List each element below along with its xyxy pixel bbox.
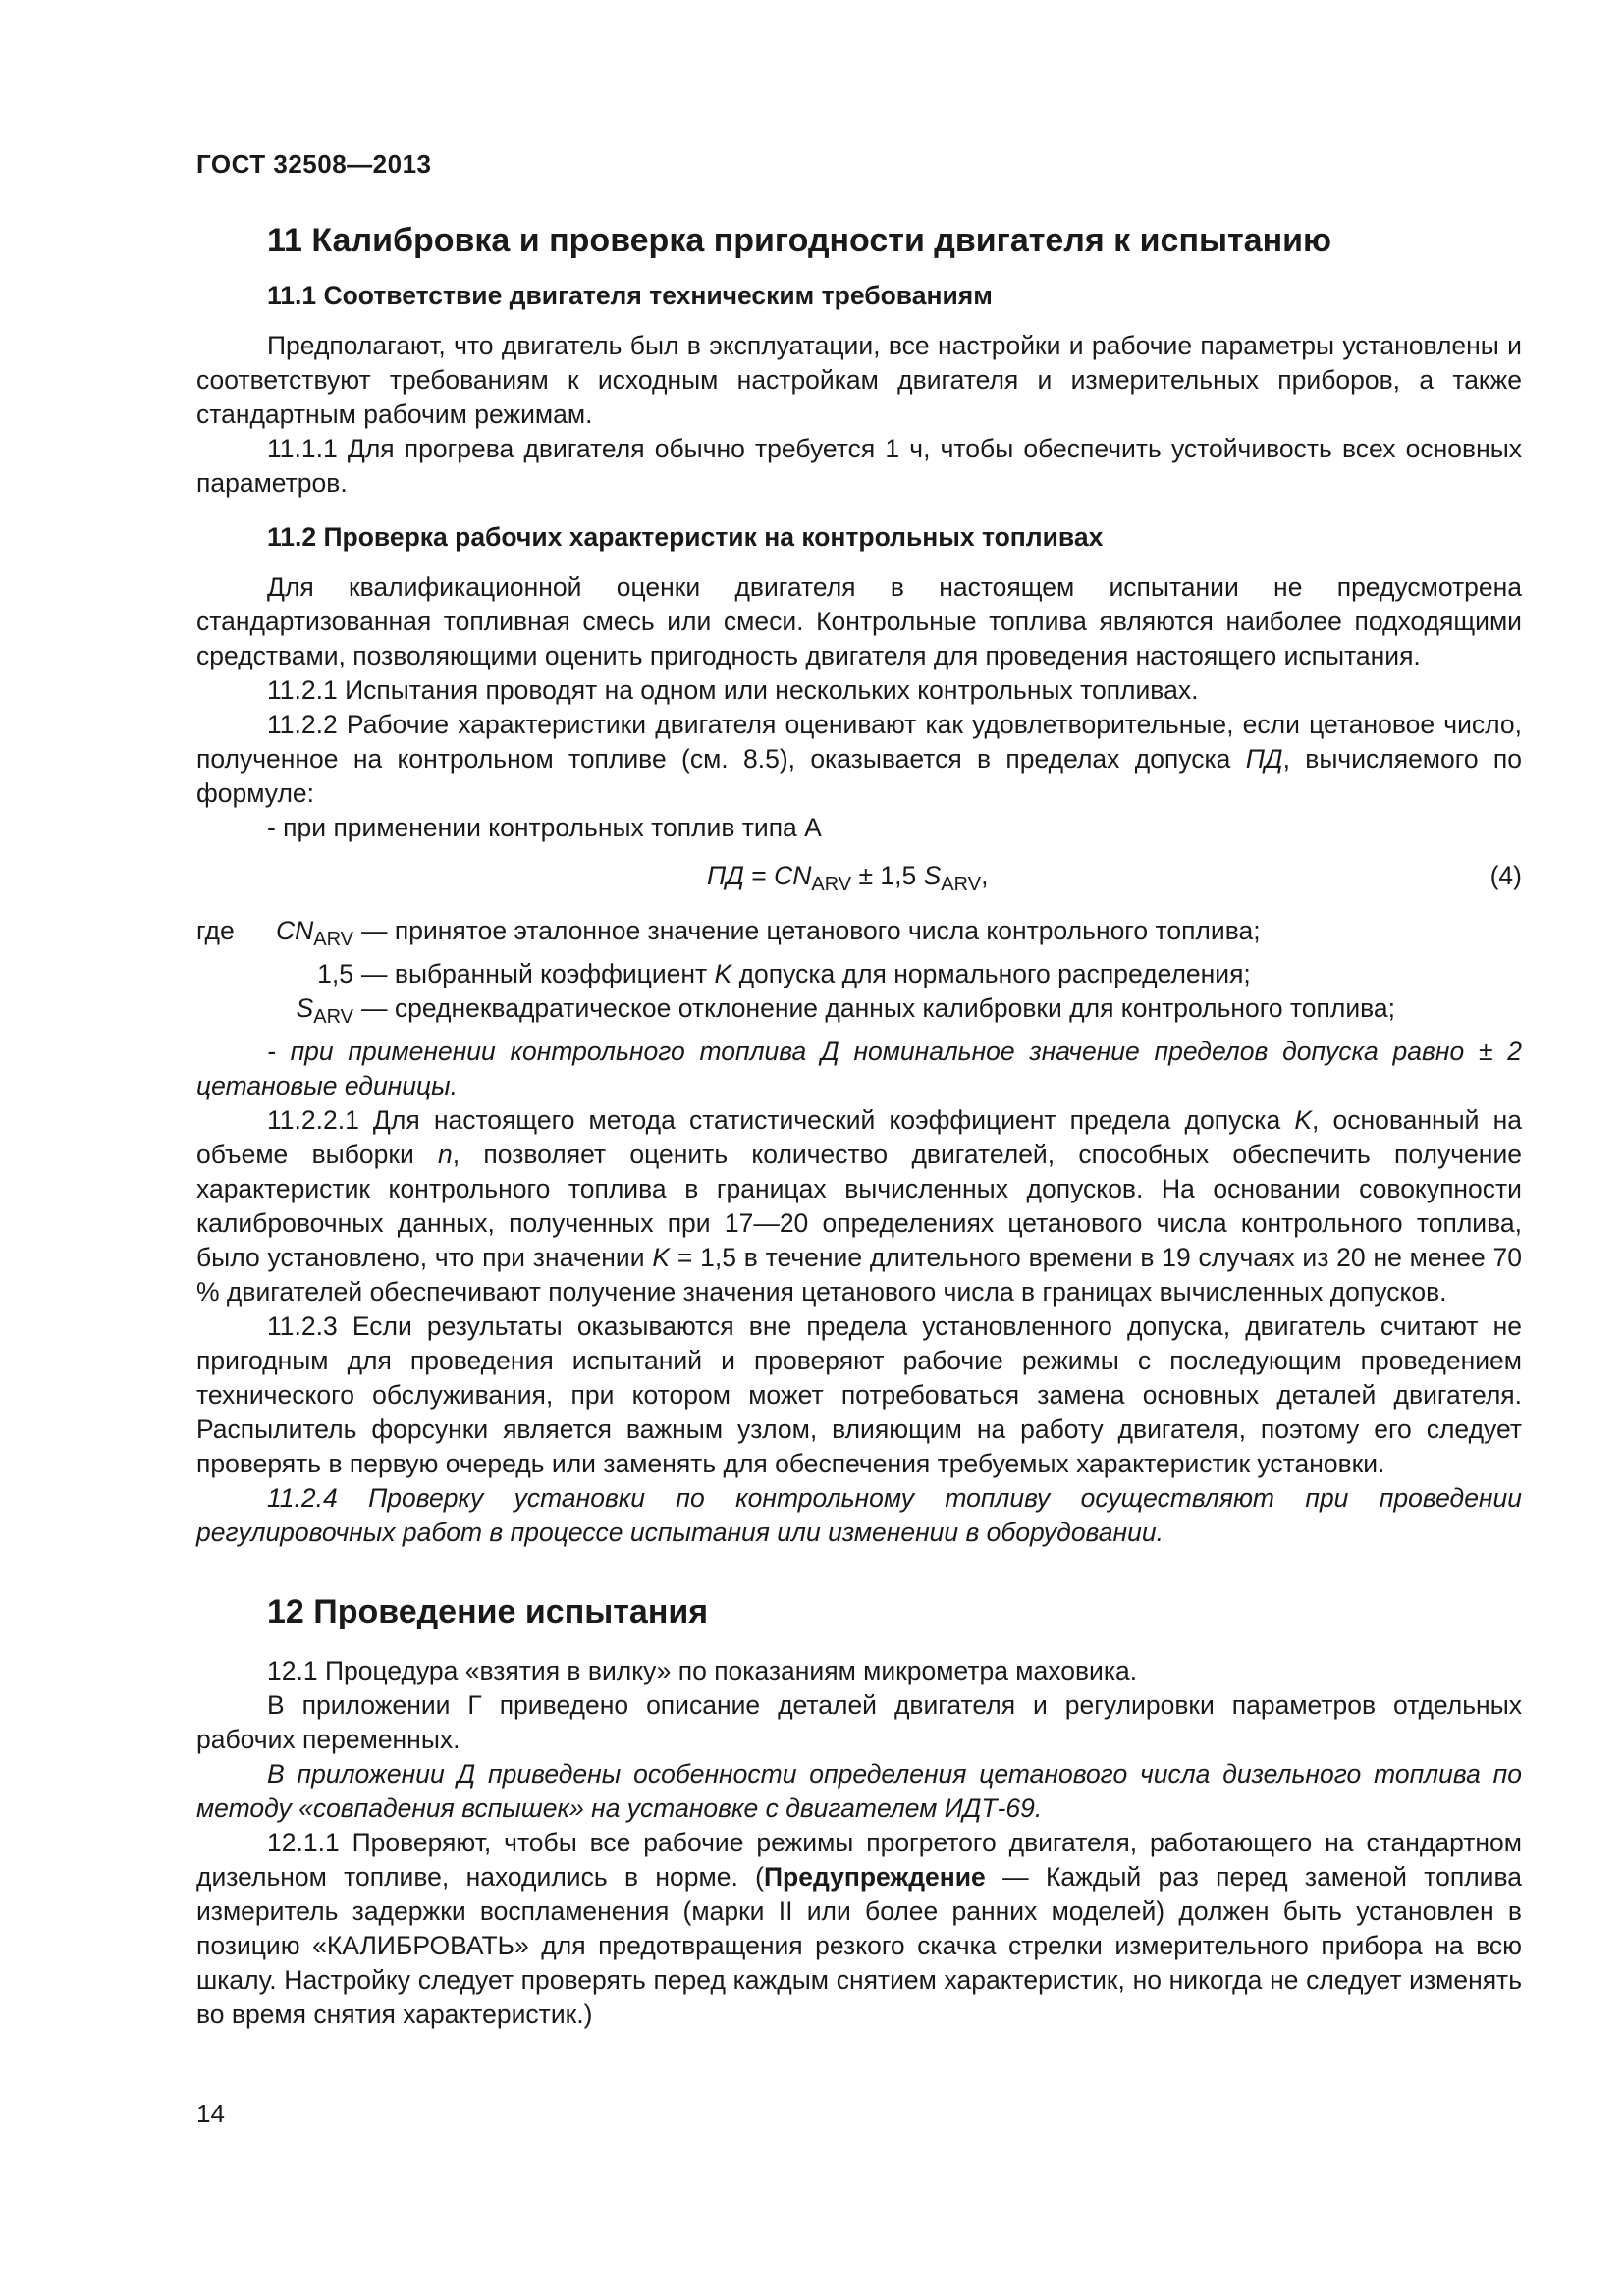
- document-code: ГОСТ 32508—2013: [196, 149, 432, 179]
- section-11-title: 11 Калибровка и проверка пригодности двигателя к испытанию: [267, 222, 1332, 259]
- paragraph-11-2-2: 11.2.2 Рабочие характеристики двигателя оценивают как удовлетворительные, если цетановое число, полученное на контрольном топливе (см. 8.5), оказывается в пределах допуска ПД, вычисляемого по формуле:: [196, 710, 1522, 808]
- subsection-11-1-title: 11.1 Соответствие двигателя техническим требованиям: [267, 281, 993, 310]
- paragraph-11-2: Для квалификационной оценки двигателя в настоящем испытании не предусмотрена стандартизованная топливная смесь или смеси. Контрольные топлива являются наиболее подходящими средствами, позволяющими оценить пригодность двигателя для проведения настоящего испытания.: [196, 572, 1522, 670]
- where-label: где: [196, 916, 235, 945]
- paragraph-11-1-1: 11.1.1 Для прогрева двигателя обычно требуется 1 ч, чтобы обеспечить устойчивость всех основных параметров.: [196, 434, 1522, 498]
- warning-label: Предупреждение: [763, 1862, 986, 1892]
- definition-coefficient: 1,5 — выбранный коэффициент K допуска для нормального распределения;: [317, 959, 1251, 988]
- subsection-11-2-title: 11.2 Проверка рабочих характеристик на контрольных топливах: [267, 522, 1104, 552]
- paragraph-11-2-1: 11.2.1 Испытания проводят на одном или нескольких контрольных топливах.: [267, 675, 1199, 705]
- section-12-title: 12 Проведение испытания: [267, 1593, 709, 1630]
- definition-cn-arv: $CN_{ARV}$ — принятое эталонное значение цетанового числа контрольного топлива;: [275, 916, 1261, 950]
- page-number: 14: [196, 2099, 225, 2128]
- formula-definitions: [196, 914, 1522, 1035]
- paragraph-12-1-1: 12.1.1 Проверяют, чтобы все рабочие режимы прогретого двигателя, работающего на стандартном дизельном топливе, находились в норме. (Предупреждение — Каждый раз перед заменой топлива измеритель задержки воспламенения (марки II или более ранних моделей) должен быть установлен в позицию «КАЛИБРОВАТЬ» для предотвращения резкого скачка стрелки измерительного прибора на всю шкалу. Настройку следует проверять перед каждым снятием характеристик, но никогда не следует изменять во время снятия характеристик.): [196, 1828, 1522, 2029]
- formula-expression: ПД = $CN_{ARV} \pm 1,5$ $S_{ARV}$,: [707, 861, 989, 895]
- formula-number: (4): [1489, 861, 1522, 890]
- paragraph-11-2-2-1: 11.2.2.1 Для настоящего метода статистический коэффициент предела допуска K, основанный на объеме выборки n, позволяет оценить количество двигателей, способных обеспечить получение характеристик контрольного топлива в границах вычисленных допусков. На основании совокупности калибровочных данных, полученных при 17—20 определениях цетанового числа контрольного топлива, было установлено, что при значении K = 1,5 в течение длительного времени в 19 случаях из 20 не менее 70 % двигателей обеспечивают получение значения цетанового числа в границах вычисленных допусков.: [196, 1105, 1522, 1307]
- paragraph-fuel-type-a: - при применении контрольных топлив типа А: [267, 813, 822, 842]
- formula-4: [196, 851, 1522, 906]
- paragraph-fuel-d-tolerance: - при применении контрольного топлива Д номинальное значение пределов допуска равно ± 2 цетановые единицы.: [196, 1037, 1522, 1100]
- paragraph-11-1: Предполагают, что двигатель был в эксплуатации, все настройки и рабочие параметры установлены и соответствуют требованиям к исходным настройкам двигателя и измерительных приборов, а также стандартным рабочим режимам.: [196, 331, 1522, 429]
- page-content: [196, 218, 1522, 2032]
- paragraph-appendix-g: В приложении Г приведено описание деталей двигателя и регулировки параметров отдельных рабочих переменных.: [196, 1690, 1522, 1754]
- paragraph-12-1: 12.1 Процедура «взятия в вилку» по показаниям микрометра маховика.: [267, 1656, 1138, 1685]
- paragraph-11-2-3: 11.2.3 Если результаты оказываются вне предела установленного допуска, двигатель считают не пригодным для проведения испытаний и проверяют рабочие режимы с последующим проведением технического обслуживания, при котором может потребоваться замена основных деталей двигателя. Распылитель форсунки является важным узлом, влияющим на работу двигателя, поэтому его следует проверять в первую очередь или заменять для обеспечения требуемых характеристик установки.: [196, 1311, 1522, 1478]
- paragraph-11-2-4: 11.2.4 Проверку установки по контрольному топливу осуществляют при проведении регулировочных работ в процессе испытания или изменении в оборудовании.: [196, 1483, 1522, 1547]
- definition-s-arv: $S_{ARV}$ — среднеквадратическое отклонение данных калибровки для контрольного топлива;: [296, 993, 1395, 1028]
- paragraph-appendix-d: В приложении Д приведены особенности определения цетанового числа дизельного топлива по методу «совпадения вспышек» на установке с двигателем ИДТ-69.: [196, 1759, 1522, 1823]
